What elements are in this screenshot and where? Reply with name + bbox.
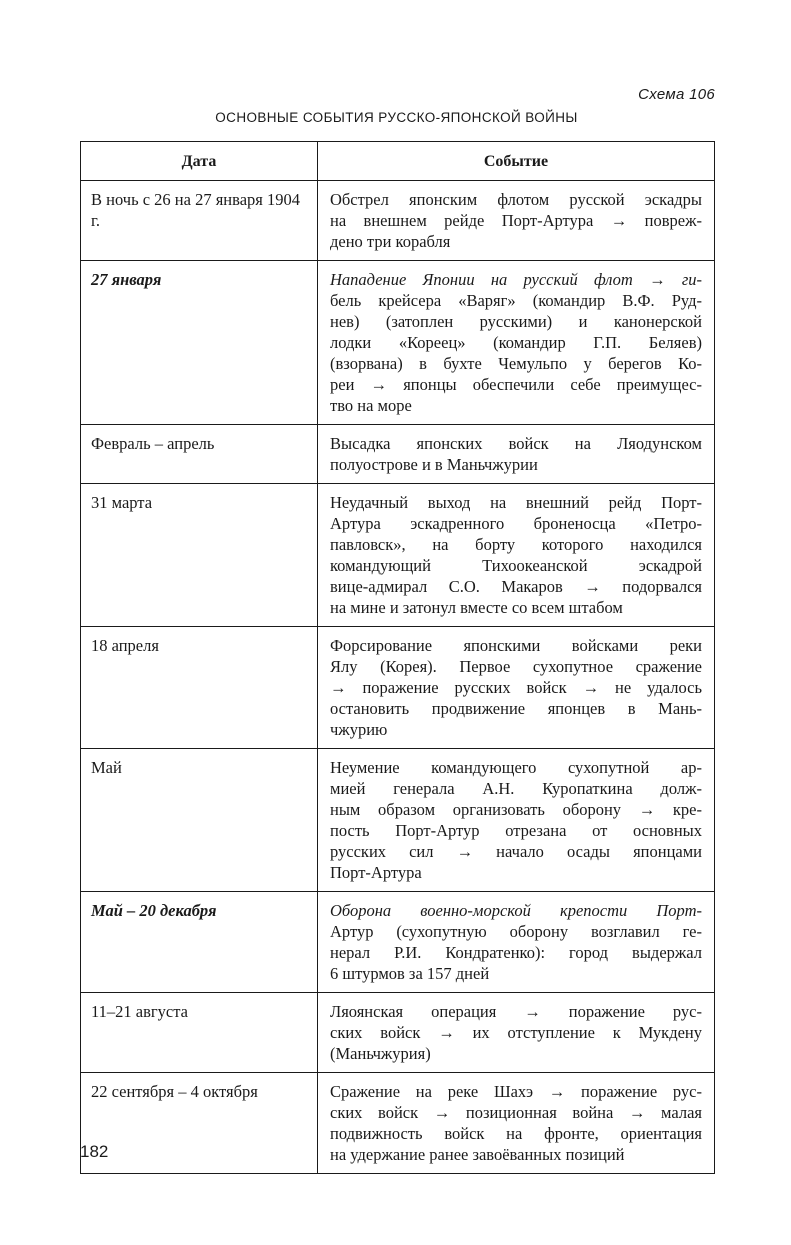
date-text: 31 марта <box>91 493 153 512</box>
table-row <box>81 749 715 892</box>
event-line: Обстрел японским флотом русской эскадры <box>330 190 702 209</box>
event-line: остановить продвижение японцев в Мань- <box>330 699 702 718</box>
date-text: Май – 20 декабря <box>91 901 217 920</box>
event-line: на удержание ранее завоёванных позиций <box>330 1145 625 1164</box>
event-line: на мине и затонул вместе со всем штабом <box>330 598 623 617</box>
table-row <box>81 261 715 425</box>
event-line: Неумение командующего сухопутной ар- <box>330 758 702 777</box>
table-row <box>81 484 715 627</box>
date-text: Февраль – апрель <box>91 434 215 453</box>
events-table <box>80 141 715 1174</box>
event-cell <box>318 425 715 484</box>
event-line: 6 штурмов за 157 дней <box>330 964 490 983</box>
date-text: 22 сентября – 4 октября <box>91 1082 258 1101</box>
date-text: 11–21 августа <box>91 1002 188 1021</box>
event-line: командующий Тихоокеанской эскадрой <box>330 556 702 575</box>
date-cell <box>81 1073 318 1174</box>
event-line: бель крейсера «Варяг» (командир В.Ф. Руд- <box>330 291 702 310</box>
table-row <box>81 181 715 261</box>
event-line: русских сил → начало осады японцами <box>330 842 702 861</box>
page-title: ОСНОВНЫЕ СОБЫТИЯ РУССКО-ЯПОНСКОЙ ВОЙНЫ <box>215 110 578 125</box>
event-line: подвижность войск на фронте, ориентация <box>330 1124 702 1143</box>
event-line: лодки «Кореец» (командир Г.П. Беляев) <box>330 333 702 352</box>
event-cell <box>318 749 715 892</box>
event-line: Неудачный выход на внешний рейд Порт- <box>330 493 702 512</box>
date-cell <box>81 627 318 749</box>
date-text: 27 января <box>91 270 162 289</box>
event-line: Артура эскадренного броненосца «Петро- <box>330 514 702 533</box>
table-row <box>81 993 715 1073</box>
table-header-row <box>81 142 715 181</box>
table-row <box>81 627 715 749</box>
date-cell <box>81 261 318 425</box>
event-line: Порт-Артура <box>330 863 422 882</box>
table-row <box>81 892 715 993</box>
event-line: Форсирование японскими войсками реки <box>330 636 702 655</box>
event-line: мией генерала А.Н. Куропаткина долж- <box>330 779 702 798</box>
column-header-event: Событие <box>318 142 715 181</box>
event-line: Артур (сухопутную оборону возглавил ге- <box>330 922 702 941</box>
event-line: реи → японцы обеспечили себе преимущес- <box>330 375 702 394</box>
event-line: дено три корабля <box>330 232 451 251</box>
scheme-label: Схема 106 <box>638 86 715 103</box>
date-text: Май <box>91 758 122 777</box>
date-cell <box>81 749 318 892</box>
event-cell <box>318 261 715 425</box>
date-cell <box>81 892 318 993</box>
event-cell <box>318 627 715 749</box>
event-line: Высадка японских войск на Ляодунском <box>330 434 702 453</box>
column-header-date: Дата <box>81 142 318 181</box>
event-cell <box>318 993 715 1073</box>
event-line: Оборона военно-морской крепости Порт- <box>330 901 702 920</box>
event-cell <box>318 181 715 261</box>
event-line: → поражение русских войск → не удалось <box>330 678 702 697</box>
event-line: нерал Р.И. Кондратенко): город выдержал <box>330 943 702 962</box>
event-line: ным образом организовать оборону → кре- <box>330 800 702 819</box>
event-line: ских войск → их отступление к Мукдену <box>330 1023 702 1042</box>
event-line: нев) (затоплен русскими) и канонерской <box>330 312 702 331</box>
date-text: В ночь с 26 на 27 января 1904 г. <box>91 190 300 230</box>
event-line: Сражение на реке Шахэ → поражение рус- <box>330 1082 702 1101</box>
event-line: вице-адмирал С.О. Макаров → подорвался <box>330 577 702 596</box>
event-line: тво на море <box>330 396 412 415</box>
event-line: павловск», на борту которого находился <box>330 535 702 554</box>
event-cell <box>318 892 715 993</box>
table-row <box>81 1073 715 1174</box>
event-line: (взорвана) в бухте Чемульпо у берегов Ко- <box>330 354 702 373</box>
event-line: на внешнем рейде Порт-Артура → повреж- <box>330 211 702 230</box>
event-cell <box>318 484 715 627</box>
date-cell <box>81 993 318 1073</box>
table-row <box>81 425 715 484</box>
event-line: Ляоянская операция → поражение рус- <box>330 1002 702 1021</box>
date-cell <box>81 484 318 627</box>
date-cell <box>81 181 318 261</box>
page-number: 182 <box>80 1142 109 1161</box>
event-line: полуострове и в Маньчжурии <box>330 455 538 474</box>
event-line: Нападение Японии на русский флот → ги- <box>330 270 702 289</box>
date-text: 18 апреля <box>91 636 159 655</box>
event-line: ских войск → позиционная война → малая <box>330 1103 702 1122</box>
event-line: чжурию <box>330 720 388 739</box>
event-cell <box>318 1073 715 1174</box>
event-line: Ялу (Корея). Первое сухопутное сражение <box>330 657 702 676</box>
event-line: пость Порт-Артур отрезана от основных <box>330 821 702 840</box>
date-cell <box>81 425 318 484</box>
event-line: (Маньчжурия) <box>330 1044 431 1063</box>
